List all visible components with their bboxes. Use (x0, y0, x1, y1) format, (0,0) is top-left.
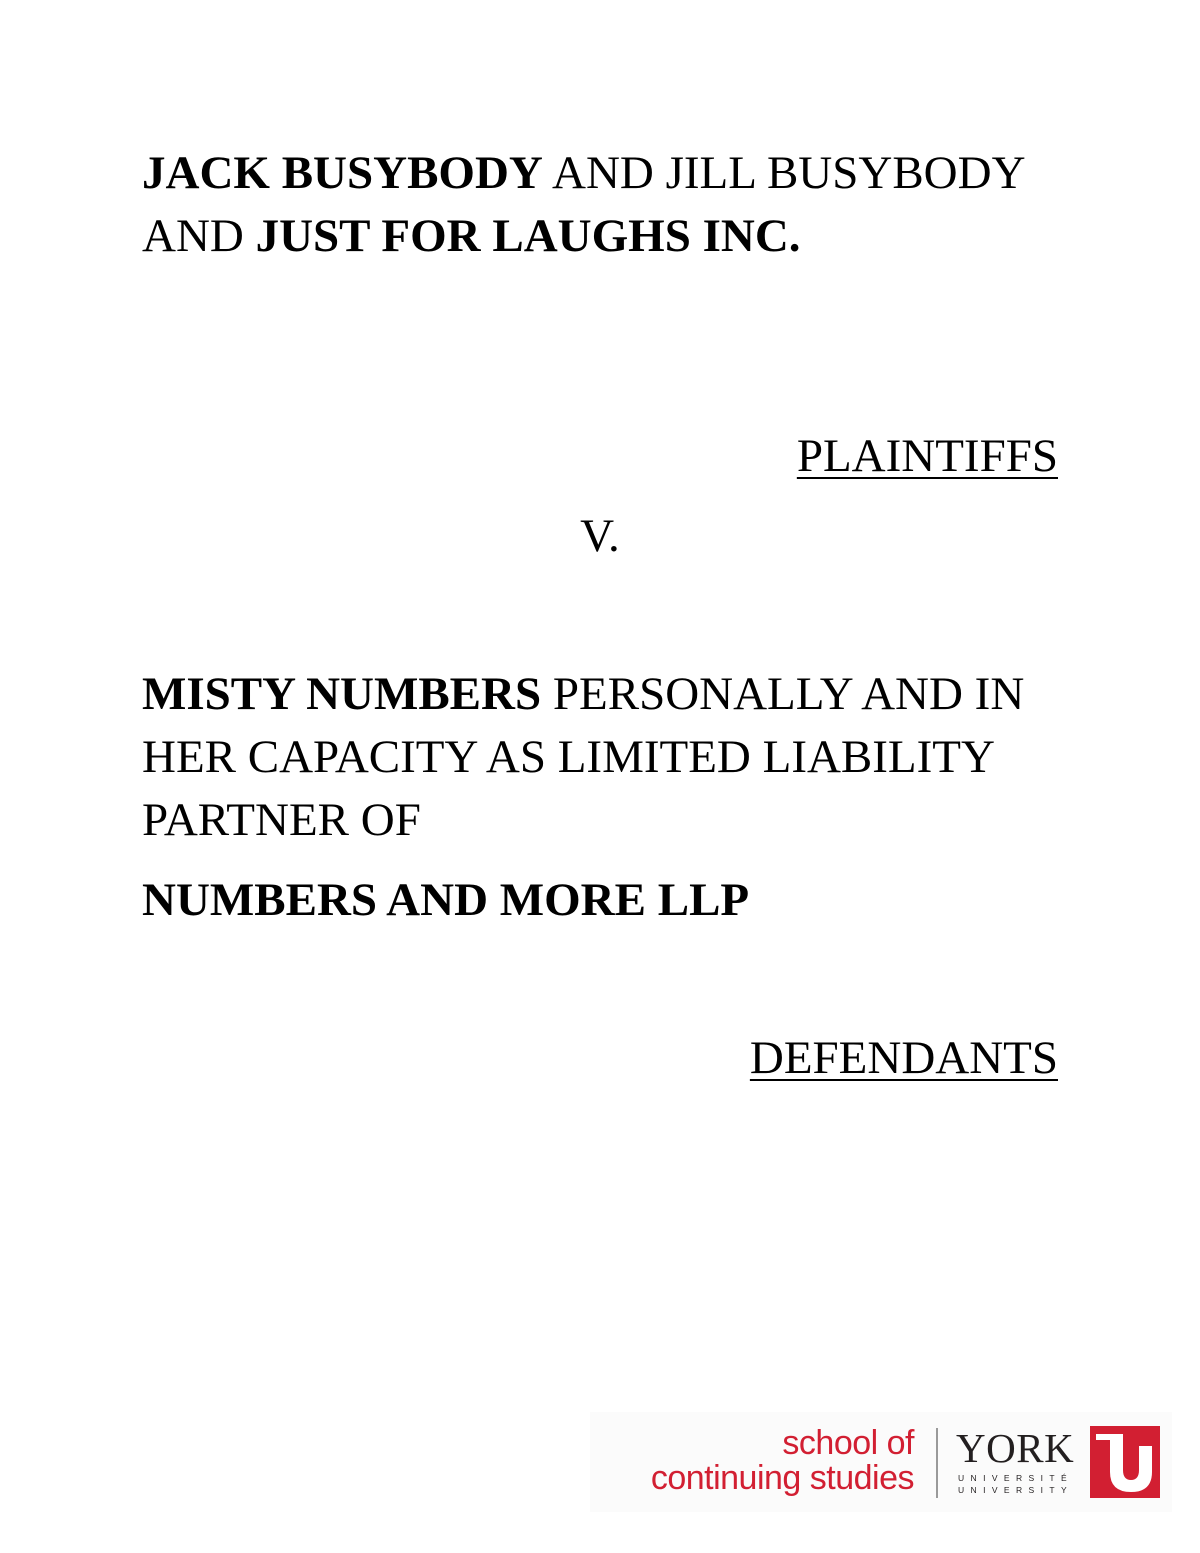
versus-label: V. (580, 510, 620, 562)
plaintiff-name-company: JUST FOR LAUGHS INC. (255, 210, 801, 262)
school-logo (590, 1412, 1172, 1512)
plaintiffs-label: PLAINTIFFS (796, 430, 1058, 482)
university-label: UNIVERSITY (958, 1485, 1074, 1495)
defendant-name-misty: MISTY NUMBERS (142, 668, 542, 720)
defendants-label: DEFENDANTS (749, 1032, 1058, 1084)
universite-label: UNIVERSITÉ (958, 1473, 1074, 1483)
defendants-description (142, 663, 1062, 852)
logo-divider (936, 1428, 938, 1498)
york-wordmark: YORK (956, 1425, 1075, 1471)
school-name-line-1: school of (782, 1424, 914, 1462)
plaintiff-name-jack: JACK BUSYBODY (142, 147, 543, 199)
defendant-firm-name: NUMBERS AND MORE LLP (142, 874, 750, 926)
school-name-line-2: continuing studies (650, 1459, 914, 1497)
plaintiffs-conjunction: AND JILL BUSYBODY AND (142, 147, 1024, 262)
york-u-icon (1090, 1426, 1160, 1498)
defendant-capacity: PERSONALLY AND IN HER CAPACITY AS LIMITED LIABILITY PARTNER OF (142, 668, 1025, 846)
school-name (651, 1426, 914, 1496)
plaintiffs-names (142, 142, 1062, 268)
